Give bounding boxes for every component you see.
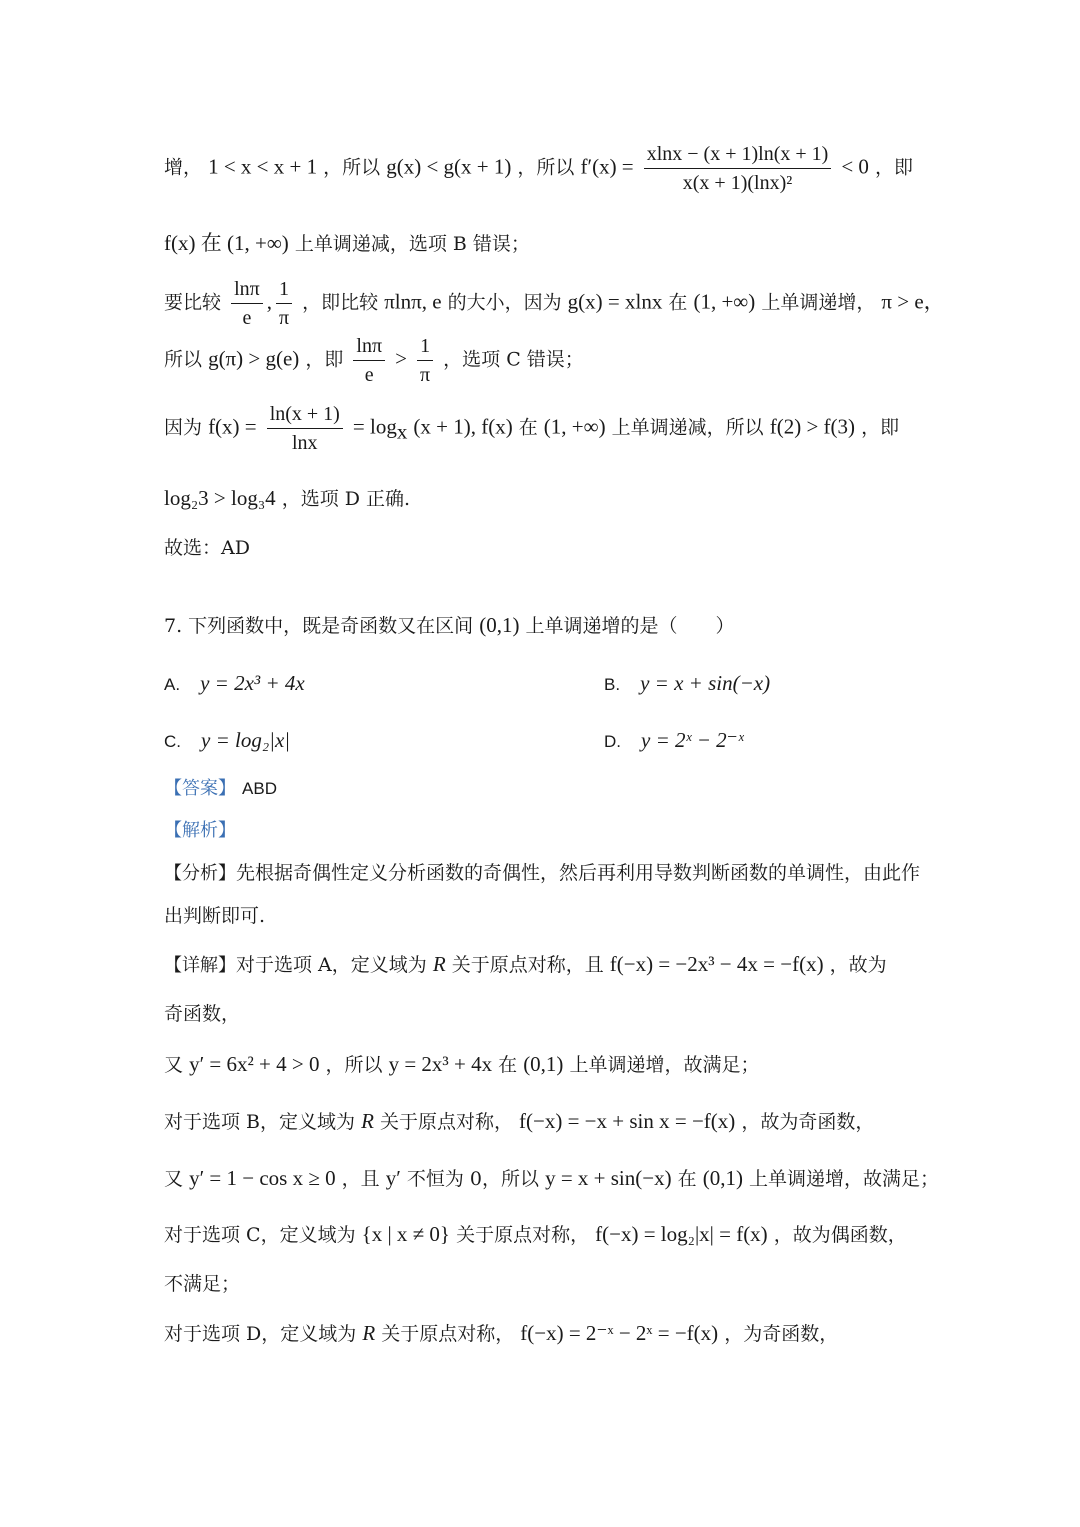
- solution-line-2: [164, 230, 530, 257]
- text: ，选项 D 正确.: [281, 488, 411, 510]
- log-base: x: [396, 419, 408, 444]
- text: 上单调递减，所以: [611, 416, 764, 439]
- math: >: [395, 346, 407, 371]
- analysis-tag: 【解析】: [164, 820, 236, 841]
- math: y′ = 1 − cos x ≥ 0: [189, 1166, 336, 1190]
- math: y = 2x³ + 4x: [388, 1052, 493, 1076]
- text: 奇函数，: [164, 1003, 241, 1025]
- text: 出判断即可.: [164, 905, 266, 927]
- answer-value: ABD: [242, 779, 278, 798]
- text: ，故为奇函数，: [741, 1111, 875, 1133]
- numerator: 1: [276, 275, 292, 304]
- text: ，且: [341, 1168, 380, 1190]
- math: R: [432, 952, 446, 976]
- option-label: D.: [604, 732, 621, 751]
- math: (0,1): [523, 1052, 564, 1076]
- math: f(−x) = −2x³ − 4x = −f(x): [609, 952, 824, 976]
- analysis-heading: [164, 817, 236, 844]
- numerator: 1: [417, 332, 433, 361]
- text: 又: [164, 1054, 184, 1076]
- math: f(x) 在 (1, +∞): [164, 231, 289, 255]
- math: f(−x) = −x + sin x = −f(x): [519, 1109, 736, 1133]
- text: ，所以: [517, 156, 575, 179]
- math: = log: [352, 414, 397, 439]
- text: 关于原点对称，: [381, 1323, 515, 1345]
- text: 关于原点对称，: [379, 1111, 513, 1133]
- text: ，即比较: [302, 291, 379, 314]
- math: f(−x) = log₂|x| = f(x): [595, 1222, 768, 1246]
- text: ，所以: [323, 156, 381, 179]
- numerator: xlnx − (x + 1)ln(x + 1): [644, 140, 832, 169]
- numerator: lnπ: [231, 275, 263, 304]
- detail-a-line-1: [164, 951, 887, 979]
- denominator: π: [278, 307, 290, 329]
- text: 上单调递增的是（ ）: [525, 615, 735, 637]
- option-b: [604, 670, 770, 698]
- text: 要比较: [164, 291, 222, 314]
- math: {x | x ≠ 0}: [361, 1222, 451, 1246]
- math: (1, +∞): [543, 414, 606, 439]
- option-expr: y = x + sin(−x): [640, 671, 771, 695]
- text: ，即: [305, 348, 344, 371]
- fenxi-line-1: [164, 860, 920, 887]
- math: g(π) > g(e): [208, 346, 300, 371]
- derivative-fraction: [644, 140, 832, 197]
- math: (1, +∞): [693, 289, 756, 314]
- text: 在: [498, 1054, 518, 1076]
- text: ，即: [861, 416, 900, 439]
- answer-line: [164, 775, 277, 802]
- solution-line-6: [164, 485, 410, 512]
- numerator: ln(x + 1): [267, 400, 343, 429]
- math: 1 < x < x + 1: [208, 154, 318, 179]
- text: 上单调递增，故满足；: [569, 1054, 760, 1076]
- math: R: [361, 1109, 374, 1133]
- fraction: [267, 400, 343, 457]
- question-stem: [164, 612, 735, 639]
- text: 关于原点对称，: [456, 1224, 590, 1246]
- math: g(x) = xlnx: [567, 289, 663, 314]
- text: 上单调递增，故满足；: [749, 1168, 940, 1190]
- option-expr: y = 2ˣ − 2⁻ˣ: [641, 728, 744, 752]
- option-label: A.: [164, 675, 181, 694]
- solution-line-5: [164, 400, 899, 457]
- text: 在: [668, 291, 688, 314]
- math: y′ = 6x² + 4 > 0: [189, 1052, 320, 1076]
- fraction: [231, 275, 263, 332]
- final-choice: [164, 535, 250, 561]
- denominator: π: [420, 364, 431, 386]
- math: R: [362, 1321, 376, 1345]
- option-expr: y = log₂|x|: [201, 728, 291, 752]
- math: f(2) > f(3): [769, 414, 856, 439]
- text: 上单调递增，: [761, 291, 876, 314]
- math: f(x) =: [208, 414, 257, 439]
- text: 不满足；: [164, 1273, 241, 1295]
- denominator: e: [364, 364, 374, 386]
- math: (0,1): [479, 613, 520, 637]
- math: < 0: [841, 154, 869, 179]
- math: π > e，: [881, 289, 945, 314]
- detail-a-line-2: [164, 1001, 240, 1027]
- option-label: B.: [604, 675, 621, 694]
- text: 关于原点对称，且: [451, 954, 604, 976]
- text: 因为: [164, 416, 203, 439]
- math: g(x) < g(x + 1): [386, 154, 512, 179]
- text: 又: [164, 1168, 184, 1190]
- text: 的大小，因为: [447, 291, 562, 314]
- detail-b-line-1: [164, 1108, 874, 1135]
- fraction: [417, 332, 433, 389]
- math: f(−x) = 2⁻ˣ − 2ˣ = −f(x): [520, 1321, 719, 1345]
- text: 对于选项 C，定义域为: [164, 1224, 356, 1246]
- math: y = x + sin(−x): [545, 1166, 672, 1190]
- text: 上单调递减，选项 B 错误；: [294, 233, 530, 255]
- denominator: x(x + 1)(lnx)²: [682, 172, 793, 194]
- text: 所以: [164, 348, 203, 371]
- solution-line-3: 要比较 $\frac{\ln\pi}{e}$ , $\frac{1}{\pi}$ ，即比较 πlnπ, e 的大小，因为 g(x) = xlnx 在 (1, +∞) 上单调递增， π > e，: [164, 275, 945, 332]
- option-c: [164, 727, 290, 755]
- solution-line-1: [164, 140, 913, 197]
- option-expr: y = 2x³ + 4x: [200, 671, 305, 695]
- fenxi-tag: 【分析】: [164, 863, 236, 884]
- text: 对于选项 D，定义域为: [164, 1323, 357, 1345]
- solution-line-4: [164, 332, 584, 389]
- numerator: lnπ: [353, 332, 385, 361]
- math: log₂3 > log₃4: [164, 486, 276, 510]
- fraction: [353, 332, 385, 389]
- option-label: C.: [164, 732, 181, 751]
- math: y′: [385, 1166, 401, 1190]
- text: 7. 下列函数中，既是奇函数又在区间: [164, 615, 474, 637]
- text: 增，: [164, 156, 203, 179]
- math: f′(x) =: [580, 154, 634, 179]
- answer-tag: 【答案】: [164, 778, 236, 799]
- fenxi-line-2: [164, 903, 265, 929]
- detail-d-line-1: [164, 1320, 838, 1347]
- option-a: [164, 670, 305, 698]
- math: πlnπ, e: [384, 289, 442, 314]
- detail-c-line-1: [164, 1221, 907, 1248]
- math: (0,1): [702, 1166, 743, 1190]
- text: ，故为: [829, 954, 887, 976]
- text: 在: [518, 416, 538, 439]
- text: 不恒为 0，所以: [406, 1168, 540, 1190]
- detail-a-line-3: [164, 1051, 760, 1078]
- text: ，所以: [325, 1054, 383, 1076]
- text: ，为奇函数，: [724, 1323, 839, 1345]
- text: 对于选项 A，定义域为: [236, 954, 427, 976]
- detail-b-line-2: [164, 1165, 939, 1192]
- fraction: [276, 275, 292, 332]
- detail-c-line-2: [164, 1271, 240, 1297]
- text: ，选项 C 错误；: [443, 348, 584, 371]
- text: 先根据奇偶性定义分析函数的奇偶性，然后再利用导数判断函数的单调性，由此作: [236, 862, 921, 884]
- denominator: lnx: [291, 432, 318, 454]
- text: 对于选项 B，定义域为: [164, 1111, 356, 1133]
- xiangjie-tag: 【详解】: [164, 955, 236, 976]
- denominator: e: [242, 307, 252, 329]
- math: (x + 1), f(x): [413, 414, 513, 439]
- text: ，故为偶函数，: [773, 1224, 907, 1246]
- text: 在: [677, 1168, 697, 1190]
- text: ，即: [874, 156, 913, 179]
- option-d: [604, 727, 744, 755]
- text: 故选：AD: [164, 537, 250, 559]
